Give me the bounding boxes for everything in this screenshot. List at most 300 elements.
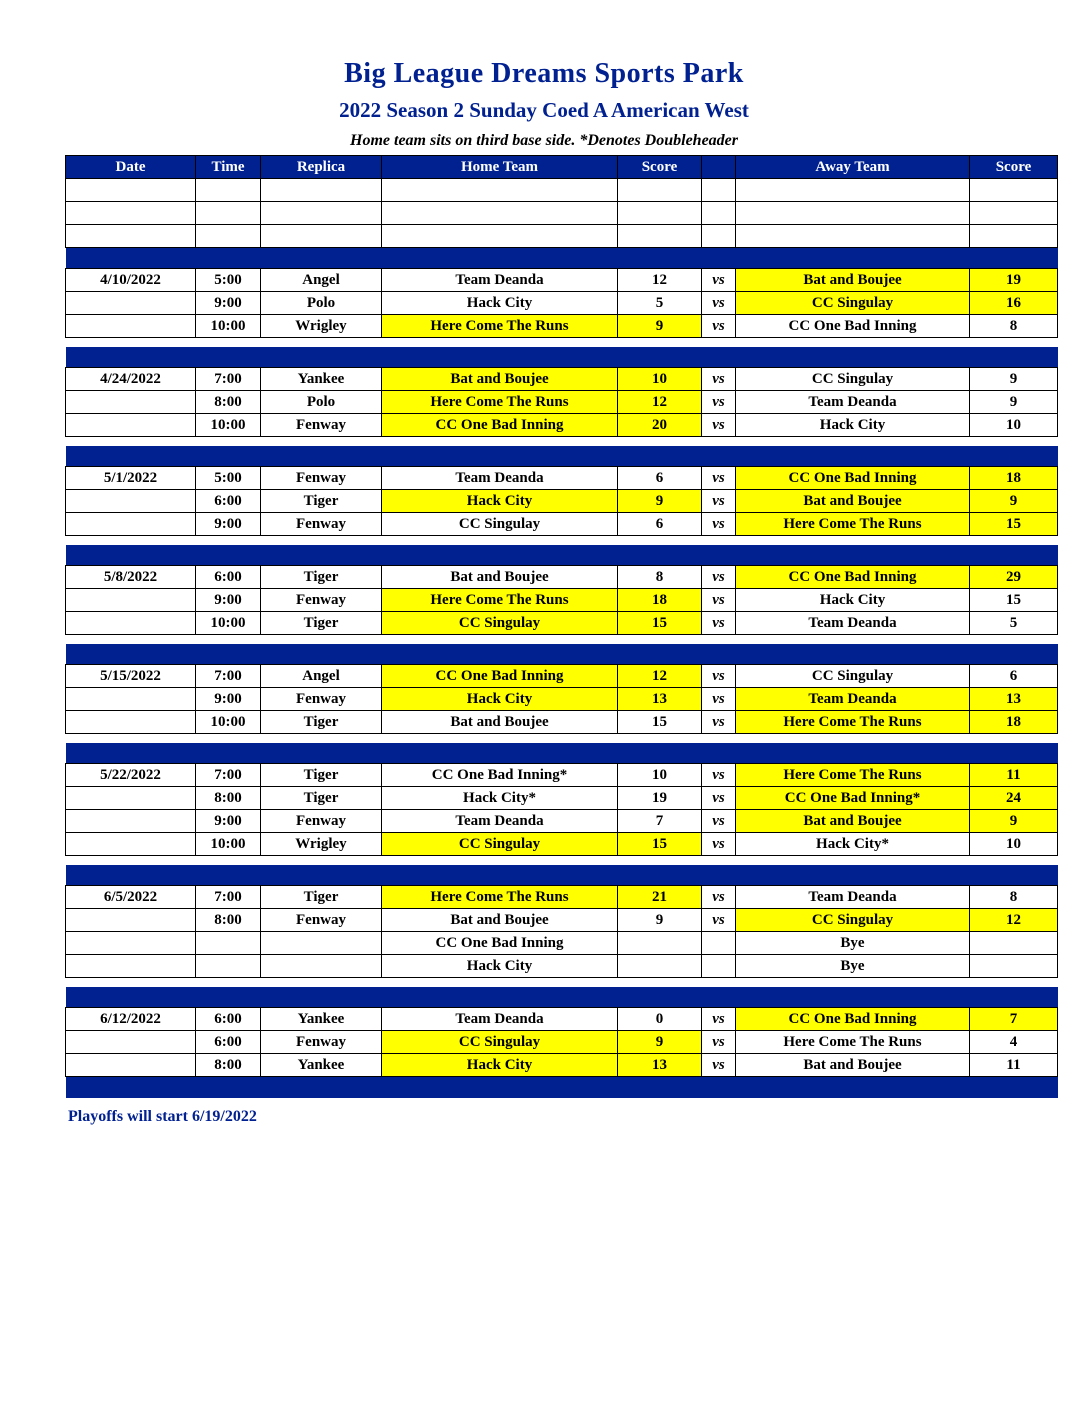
away-score-cell [970,932,1058,955]
away-team-cell: CC One Bad Inning [736,566,970,589]
replica-cell: Polo [261,292,382,315]
home-score-cell: 12 [618,391,702,414]
game-row [66,315,1058,338]
gap-row [66,635,1058,644]
away-score-cell: 11 [970,764,1058,787]
date-cell: 5/1/2022 [66,467,196,490]
away-team-cell: CC One Bad Inning [736,467,970,490]
away-team-cell [736,179,970,202]
away-score-cell: 18 [970,467,1058,490]
game-row [66,787,1058,810]
game-row [66,368,1058,391]
home-score-cell: 5 [618,292,702,315]
replica-cell: Tiger [261,764,382,787]
time-cell: 10:00 [196,612,261,635]
home-team-cell: Here Come The Runs [382,589,618,612]
away-team-cell: Team Deanda [736,391,970,414]
date-cell: 5/15/2022 [66,665,196,688]
replica-cell: Yankee [261,368,382,391]
time-cell: 7:00 [196,665,261,688]
away-score-cell: 11 [970,1054,1058,1077]
group-separator-bar [66,743,1058,764]
vs-cell [702,202,736,225]
vs-cell: vs [702,833,736,856]
game-row [66,1008,1058,1031]
vs-cell [702,932,736,955]
away-score-cell: 9 [970,810,1058,833]
vs-cell: vs [702,764,736,787]
date-cell: 6/5/2022 [66,886,196,909]
row-gap [66,635,1058,644]
away-score-cell: 9 [970,368,1058,391]
away-team-cell: CC Singulay [736,909,970,932]
date-cell [66,833,196,856]
away-team-cell: Bat and Boujee [736,269,970,292]
date-cell [66,810,196,833]
date-cell [66,490,196,513]
bye-row [66,955,1058,978]
home-team-cell: CC One Bad Inning [382,665,618,688]
game-row [66,1054,1058,1077]
date-cell [66,1054,196,1077]
time-cell: 9:00 [196,810,261,833]
date-cell [66,179,196,202]
home-score-cell: 9 [618,1031,702,1054]
date-cell [66,513,196,536]
gap-row [66,856,1058,865]
date-cell [66,688,196,711]
replica-cell: Fenway [261,810,382,833]
separator-row [66,545,1058,566]
vs-cell: vs [702,490,736,513]
date-cell [66,787,196,810]
row-gap [66,338,1058,347]
replica-cell: Fenway [261,513,382,536]
home-score-cell: 15 [618,711,702,734]
page-subtitle: 2022 Season 2 Sunday Coed A American West [339,98,749,122]
table-header-row [66,156,1058,179]
vs-cell: vs [702,292,736,315]
replica-cell: Polo [261,391,382,414]
date-cell [66,711,196,734]
date-cell [66,225,196,248]
col-header-away-team: Away Team [736,156,970,179]
time-cell: 8:00 [196,1054,261,1077]
replica-cell: Tiger [261,711,382,734]
gap-row [66,978,1058,987]
time-cell: 5:00 [196,269,261,292]
home-team-cell: Here Come The Runs [382,391,618,414]
date-cell [66,1031,196,1054]
group-separator-bar [66,545,1058,566]
time-cell: 10:00 [196,833,261,856]
home-team-cell: Team Deanda [382,467,618,490]
separator-row [66,248,1058,269]
vs-cell: vs [702,391,736,414]
date-cell [66,292,196,315]
vs-cell: vs [702,665,736,688]
game-row [66,490,1058,513]
time-cell: 10:00 [196,315,261,338]
away-team-cell: Hack City [736,589,970,612]
vs-cell: vs [702,1031,736,1054]
time-cell: 7:00 [196,764,261,787]
replica-cell: Fenway [261,414,382,437]
away-score-cell: 5 [970,612,1058,635]
away-team-cell: Hack City* [736,833,970,856]
col-header-replica: Replica [261,156,382,179]
replica-cell: Yankee [261,1054,382,1077]
row-gap [66,437,1058,446]
empty-row [66,179,1058,202]
away-score-cell: 13 [970,688,1058,711]
away-score-cell: 24 [970,787,1058,810]
replica-cell [261,225,382,248]
date-cell [66,315,196,338]
col-header-vs [702,156,736,179]
game-row [66,612,1058,635]
gap-row [66,734,1058,743]
home-score-cell [618,955,702,978]
vs-cell: vs [702,589,736,612]
home-score-cell: 9 [618,490,702,513]
away-team-cell [736,225,970,248]
time-cell: 10:00 [196,414,261,437]
game-row [66,886,1058,909]
game-row [66,589,1058,612]
replica-cell: Wrigley [261,833,382,856]
away-score-cell: 7 [970,1008,1058,1031]
replica-cell: Angel [261,665,382,688]
away-team-cell: Hack City [736,414,970,437]
home-score-cell: 21 [618,886,702,909]
home-team-cell [382,225,618,248]
away-team-cell: CC One Bad Inning [736,315,970,338]
group-separator-bar [66,644,1058,665]
col-header-home-team: Home Team [382,156,618,179]
date-cell: 4/24/2022 [66,368,196,391]
vs-cell: vs [702,810,736,833]
separator-row [66,987,1058,1008]
group-separator-bar [66,865,1058,886]
home-team-cell: CC Singulay [382,1031,618,1054]
game-row [66,810,1058,833]
replica-cell: Tiger [261,566,382,589]
away-team-cell: CC One Bad Inning* [736,787,970,810]
replica-cell: Tiger [261,886,382,909]
home-team-cell: CC Singulay [382,612,618,635]
date-cell [66,414,196,437]
group-separator-bar [66,987,1058,1008]
col-header-away-score: Score [970,156,1058,179]
home-team-cell: CC Singulay [382,833,618,856]
col-header-date: Date [66,156,196,179]
date-cell: 4/10/2022 [66,269,196,292]
separator-row [66,644,1058,665]
vs-cell [702,225,736,248]
home-team-cell: Bat and Boujee [382,566,618,589]
away-score-cell: 8 [970,886,1058,909]
away-team-cell: Here Come The Runs [736,764,970,787]
vs-cell: vs [702,513,736,536]
time-cell: 9:00 [196,292,261,315]
away-score-cell: 9 [970,391,1058,414]
away-team-cell: Bye [736,932,970,955]
date-cell: 5/8/2022 [66,566,196,589]
replica-cell: Fenway [261,1031,382,1054]
time-cell: 6:00 [196,1008,261,1031]
away-team-cell: Here Come The Runs [736,513,970,536]
away-team-cell: Bat and Boujee [736,490,970,513]
away-team-cell: CC Singulay [736,292,970,315]
game-row [66,513,1058,536]
away-team-cell: Bat and Boujee [736,810,970,833]
time-cell: 9:00 [196,589,261,612]
home-score-cell: 15 [618,612,702,635]
home-score-cell: 19 [618,787,702,810]
replica-cell: Yankee [261,1008,382,1031]
empty-row [66,202,1058,225]
date-cell: 5/22/2022 [66,764,196,787]
vs-cell: vs [702,787,736,810]
separator-row [66,1077,1058,1098]
away-team-cell: Here Come The Runs [736,1031,970,1054]
away-score-cell: 10 [970,833,1058,856]
home-score-cell: 10 [618,764,702,787]
time-cell [196,179,261,202]
home-team-cell: Hack City [382,490,618,513]
vs-cell: vs [702,612,736,635]
row-gap [66,536,1058,545]
replica-cell [261,179,382,202]
replica-cell: Fenway [261,909,382,932]
away-team-cell: Team Deanda [736,612,970,635]
time-cell: 8:00 [196,909,261,932]
replica-cell: Tiger [261,612,382,635]
date-cell [66,612,196,635]
away-score-cell [970,179,1058,202]
time-cell: 9:00 [196,688,261,711]
away-score-cell: 4 [970,1031,1058,1054]
home-team-cell: Here Come The Runs [382,886,618,909]
game-row [66,414,1058,437]
home-team-cell: CC One Bad Inning [382,414,618,437]
time-cell: 8:00 [196,391,261,414]
away-score-cell: 15 [970,589,1058,612]
date-cell: 6/12/2022 [66,1008,196,1031]
away-team-cell: Bye [736,955,970,978]
date-cell [66,202,196,225]
game-row [66,269,1058,292]
replica-cell [261,955,382,978]
schedule-table [65,155,1058,1098]
game-row [66,467,1058,490]
away-score-cell [970,202,1058,225]
home-score-cell: 10 [618,368,702,391]
away-score-cell: 12 [970,909,1058,932]
away-team-cell: Here Come The Runs [736,711,970,734]
game-row [66,665,1058,688]
home-score-cell: 7 [618,810,702,833]
home-score-cell: 0 [618,1008,702,1031]
home-team-cell [382,202,618,225]
col-header-time: Time [196,156,261,179]
home-score-cell: 13 [618,688,702,711]
away-team-cell: CC One Bad Inning [736,1008,970,1031]
vs-cell: vs [702,886,736,909]
gap-row [66,536,1058,545]
gap-row [66,338,1058,347]
time-cell [196,225,261,248]
home-score-cell: 18 [618,589,702,612]
replica-cell: Fenway [261,589,382,612]
replica-cell: Fenway [261,467,382,490]
game-row [66,764,1058,787]
vs-cell: vs [702,688,736,711]
away-score-cell: 18 [970,711,1058,734]
home-score-cell [618,179,702,202]
time-cell: 6:00 [196,1031,261,1054]
separator-row [66,446,1058,467]
away-score-cell: 6 [970,665,1058,688]
home-team-cell: Team Deanda [382,1008,618,1031]
away-score-cell: 29 [970,566,1058,589]
away-score-cell: 15 [970,513,1058,536]
away-team-cell [736,202,970,225]
separator-row [66,743,1058,764]
home-score-cell: 12 [618,665,702,688]
replica-cell: Wrigley [261,315,382,338]
time-cell: 7:00 [196,368,261,391]
home-score-cell [618,202,702,225]
vs-cell: vs [702,909,736,932]
away-team-cell: Team Deanda [736,886,970,909]
replica-cell: Fenway [261,688,382,711]
date-cell [66,932,196,955]
away-score-cell [970,225,1058,248]
away-score-cell: 8 [970,315,1058,338]
game-row [66,566,1058,589]
replica-cell: Tiger [261,490,382,513]
gap-row [66,437,1058,446]
row-gap [66,734,1058,743]
replica-cell: Tiger [261,787,382,810]
time-cell: 8:00 [196,787,261,810]
home-team-cell: Hack City [382,292,618,315]
away-score-cell: 16 [970,292,1058,315]
vs-cell: vs [702,368,736,391]
time-cell: 7:00 [196,886,261,909]
home-score-cell: 6 [618,467,702,490]
home-team-cell: Bat and Boujee [382,368,618,391]
away-score-cell: 9 [970,490,1058,513]
home-score-cell: 20 [618,414,702,437]
game-row [66,391,1058,414]
away-team-cell: CC Singulay [736,665,970,688]
away-team-cell: Bat and Boujee [736,1054,970,1077]
vs-cell [702,955,736,978]
home-score-cell: 6 [618,513,702,536]
home-team-cell: CC One Bad Inning [382,932,618,955]
time-cell: 9:00 [196,513,261,536]
bye-row [66,932,1058,955]
game-row [66,833,1058,856]
game-row [66,909,1058,932]
group-separator-bar [66,1077,1058,1098]
page-title: Big League Dreams Sports Park [344,58,744,89]
date-cell [66,391,196,414]
col-header-home-score: Score [618,156,702,179]
home-team-cell [382,179,618,202]
home-team-cell: Hack City [382,688,618,711]
home-team-cell: Bat and Boujee [382,909,618,932]
away-score-cell [970,955,1058,978]
vs-cell [702,179,736,202]
playoffs-note: Playoffs will start 6/19/2022 [68,1107,257,1125]
time-cell: 10:00 [196,711,261,734]
home-score-cell [618,225,702,248]
time-cell: 6:00 [196,490,261,513]
vs-cell: vs [702,414,736,437]
replica-cell [261,932,382,955]
home-team-cell: Here Come The Runs [382,315,618,338]
away-team-cell: CC Singulay [736,368,970,391]
vs-cell: vs [702,315,736,338]
date-cell [66,589,196,612]
vs-cell: vs [702,1054,736,1077]
separator-row [66,865,1058,886]
game-row [66,292,1058,315]
group-separator-bar [66,248,1058,269]
home-score-cell [618,932,702,955]
row-gap [66,856,1058,865]
date-cell [66,955,196,978]
home-score-cell: 9 [618,909,702,932]
home-score-cell: 12 [618,269,702,292]
replica-cell [261,202,382,225]
time-cell [196,202,261,225]
home-team-cell: CC Singulay [382,513,618,536]
time-cell [196,932,261,955]
home-score-cell: 8 [618,566,702,589]
empty-row [66,225,1058,248]
date-cell [66,909,196,932]
separator-row [66,347,1058,368]
group-separator-bar [66,446,1058,467]
home-team-cell: Bat and Boujee [382,711,618,734]
home-team-cell: Hack City [382,955,618,978]
vs-cell: vs [702,711,736,734]
time-cell: 6:00 [196,566,261,589]
row-gap [66,978,1058,987]
home-team-cell: Team Deanda [382,810,618,833]
away-score-cell: 10 [970,414,1058,437]
home-team-cell: Hack City* [382,787,618,810]
home-score-cell: 15 [618,833,702,856]
vs-cell: vs [702,467,736,490]
home-score-cell: 13 [618,1054,702,1077]
schedule-body [66,179,1058,1098]
group-separator-bar [66,347,1058,368]
vs-cell: vs [702,269,736,292]
time-cell [196,955,261,978]
home-team-cell: CC One Bad Inning* [382,764,618,787]
home-team-cell: Team Deanda [382,269,618,292]
away-score-cell: 19 [970,269,1058,292]
vs-cell: vs [702,566,736,589]
vs-cell: vs [702,1008,736,1031]
page-note: Home team sits on third base side. *Denotes Doubleheader [350,132,738,149]
